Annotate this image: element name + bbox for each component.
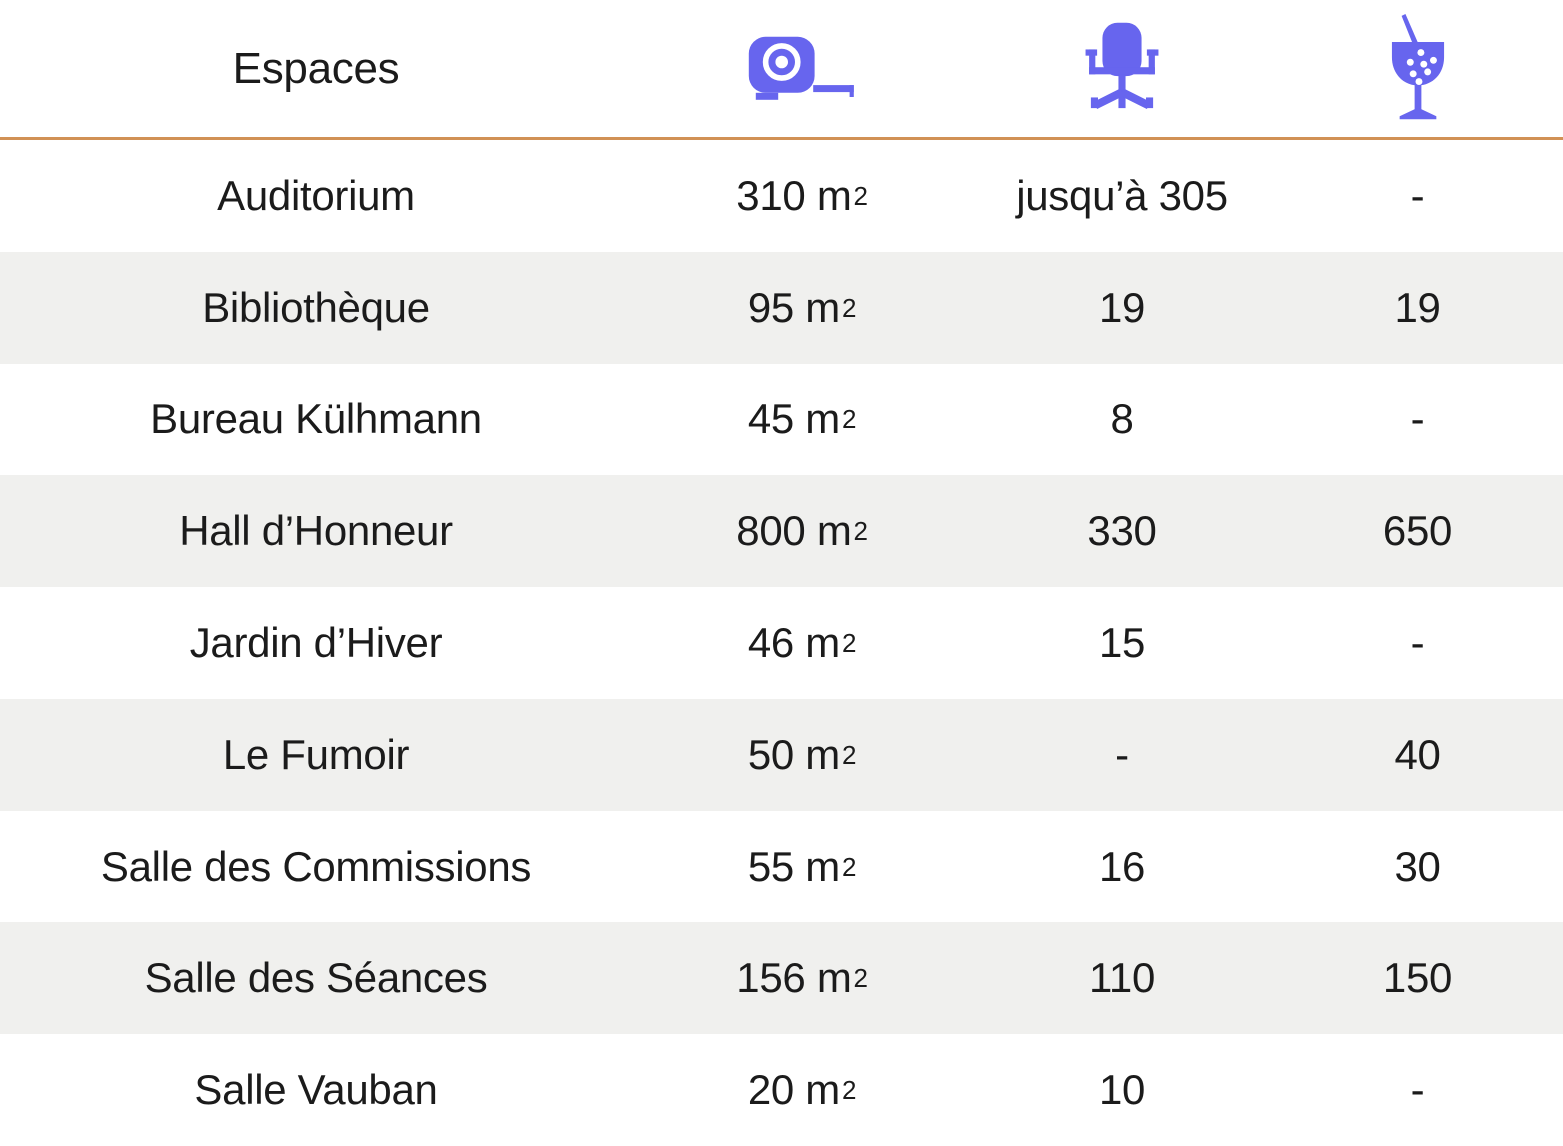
standing-capacity: 19 — [1394, 283, 1441, 331]
standing-capacity: 40 — [1394, 730, 1441, 778]
space-name: Auditorium — [217, 171, 415, 219]
area-value: 20 m 2 — [747, 1066, 857, 1114]
space-name: Hall d’Honneur — [179, 507, 453, 555]
table-row-bibliotheque — [0, 252, 1563, 364]
area-value: 800 m 2 — [736, 507, 868, 555]
seated-capacity: 330 — [1087, 507, 1157, 555]
standing-capacity: 650 — [1382, 507, 1453, 555]
space-name: Le Fumoir — [222, 730, 410, 778]
column-header-seated — [972, 0, 1272, 137]
area-value: 55 m 2 — [747, 842, 857, 890]
space-name: Salle Vauban — [194, 1066, 438, 1114]
area-value: 45 m 2 — [747, 395, 857, 443]
seated-capacity: 19 — [1098, 283, 1146, 331]
cocktail-glass-icon — [1389, 13, 1447, 125]
table-row-salle-des-commissions — [0, 811, 1563, 923]
area-value: 46 m 2 — [747, 619, 857, 667]
table-row-salle-des-seances — [0, 922, 1563, 1034]
space-name: Bibliothèque — [202, 283, 430, 331]
table-row-bureau-kulhmann — [0, 364, 1563, 476]
table-body — [0, 140, 1563, 1146]
table-row-auditorium — [0, 140, 1563, 252]
seated-capacity: 16 — [1098, 842, 1146, 890]
table-row-hall-dhonneur — [0, 475, 1563, 587]
standing-capacity: - — [1410, 619, 1425, 667]
standing-capacity: 150 — [1382, 954, 1453, 1002]
seated-capacity: jusqu’à 305 — [1016, 171, 1228, 219]
standing-capacity: 30 — [1394, 842, 1441, 890]
standing-capacity: - — [1410, 1066, 1425, 1114]
seated-capacity: - — [1115, 730, 1129, 778]
tape-measure-icon — [746, 26, 858, 112]
area-value: 95 m 2 — [747, 283, 857, 331]
column-header-area — [632, 0, 972, 137]
area-value: 310 m 2 — [736, 171, 868, 219]
standing-capacity: - — [1410, 395, 1425, 443]
column-header-espaces: Espaces — [232, 43, 400, 93]
office-chair-icon — [1082, 22, 1162, 116]
space-name: Bureau Külhmann — [150, 395, 482, 443]
space-name: Jardin d’Hiver — [189, 619, 443, 667]
table-row-salle-vauban — [0, 1034, 1563, 1146]
standing-capacity: - — [1410, 171, 1425, 219]
table-header-row — [0, 0, 1563, 140]
area-value: 50 m 2 — [747, 730, 857, 778]
seated-capacity: 110 — [1088, 954, 1156, 1002]
area-value: 156 m 2 — [736, 954, 868, 1002]
table-row-le-fumoir — [0, 699, 1563, 811]
space-name: Salle des Séances — [144, 954, 488, 1002]
seated-capacity: 15 — [1098, 619, 1146, 667]
seated-capacity: 8 — [1110, 395, 1134, 443]
column-header-standing — [1272, 0, 1563, 137]
seated-capacity: 10 — [1098, 1066, 1146, 1114]
space-name: Salle des Commissions — [100, 842, 532, 890]
table-row-jardin-dhiver — [0, 587, 1563, 699]
